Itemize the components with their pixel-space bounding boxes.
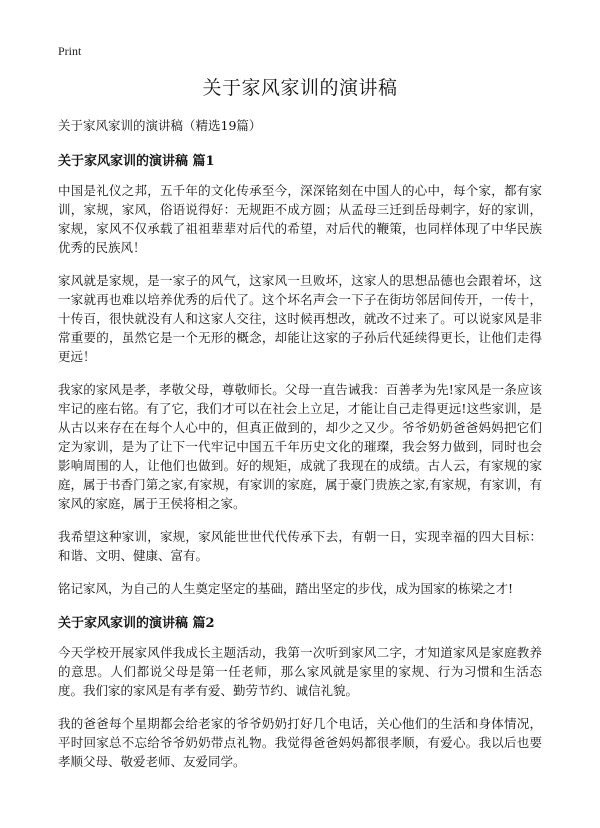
paragraph: 我希望这种家训，家规，家风能世世代代传承下去，有朝一日，实现幸福的四大目标：和谐、文明、健康、富有。 — [58, 529, 542, 563]
section-heading: 关于家风家训的演讲稿 篇2 — [58, 616, 215, 631]
paragraph: 我家的家风是孝，孝敬父母，尊敬师长。父母一直告诫我：百善孝为先!家风是一条应该牢记的座右铭。有了它，我们才可以在社会上立足，才能让自己走得更远!这些家训，是从古以来存在在每个人心中的，但真正做到的，却少之又少。爷爷奶奶爸爸妈妈把它们定为家训，是为了让下一代牢记中国五千年历史文化的璀璨，我会努力做到，同时也会影响周围的人，让他们也做到。好的规矩，成就了我现在的成绩。古人云，有家规的家庭，属于书香门第之家,有家规，有家训的家庭，属于豪门贵族之家,有家规，有家训，有家风的家庭，属于王侯将相之家。 — [58, 382, 542, 511]
page-title: 关于家风家训的演讲稿 — [202, 77, 398, 99]
paragraph: 家风就是家规，是一家子的风气，这家风一旦败坏，这家人的思想品德也会跟着坏，这一家就再也难以培养优秀的后代了。这个坏名声会一下子在街坊邻居间传开，一传十，十传百，很快就没有人和这家人交往，这时候再想改，就改不过来了。可以说家风是非常重要的，虽然它是一个无形的概念，却能让这家的子孙后代延续得更长，让他们走得更远！ — [58, 273, 542, 364]
document-subtitle: 关于家风家训的演讲稿（精选19篇） — [58, 118, 262, 133]
paragraph: 铭记家风，为自己的人生奠定坚定的基础，踏出坚定的步伐，成为国家的栋梁之才! — [58, 581, 514, 596]
paragraph: 我的爸爸每个星期都会给老家的爷爷奶奶打好几个电话，关心他们的生活和身体情况，平时回家总不忘给爷爷奶奶带点礼物。我觉得爸爸妈妈都很孝顺，有爱心。我以后也要孝顺父母、敬爱老师、友爱同学。 — [58, 716, 542, 769]
section-heading: 关于家风家训的演讲稿 篇1 — [58, 154, 215, 169]
section-1 — [58, 150, 542, 598]
section-2 — [58, 612, 542, 771]
print-link[interactable]: Print — [58, 44, 82, 58]
paragraph: 今天学校开展家风伴我成长主题活动，我第一次听到家风二字，才知道家风是家庭教养的意思。人们都说父母是第一任老师，那么家风就是家里的家规、行为习惯和生活态度。我们家的家风是有孝有爱、勤劳节约、诚信礼貌。 — [58, 645, 542, 698]
paragraph: 中国是礼仪之邦，五千年的文化传承至今，深深铭刻在中国人的心中，每个家，都有家训，家规，家风，俗语说得好：无规距不成方圆；从孟母三迁到岳母刺字，好的家训，家规，家风不仅承载了祖祖辈辈对后代的希望，对后代的鞭策，也同样体现了中华民族优秀的民族风！ — [58, 183, 542, 255]
